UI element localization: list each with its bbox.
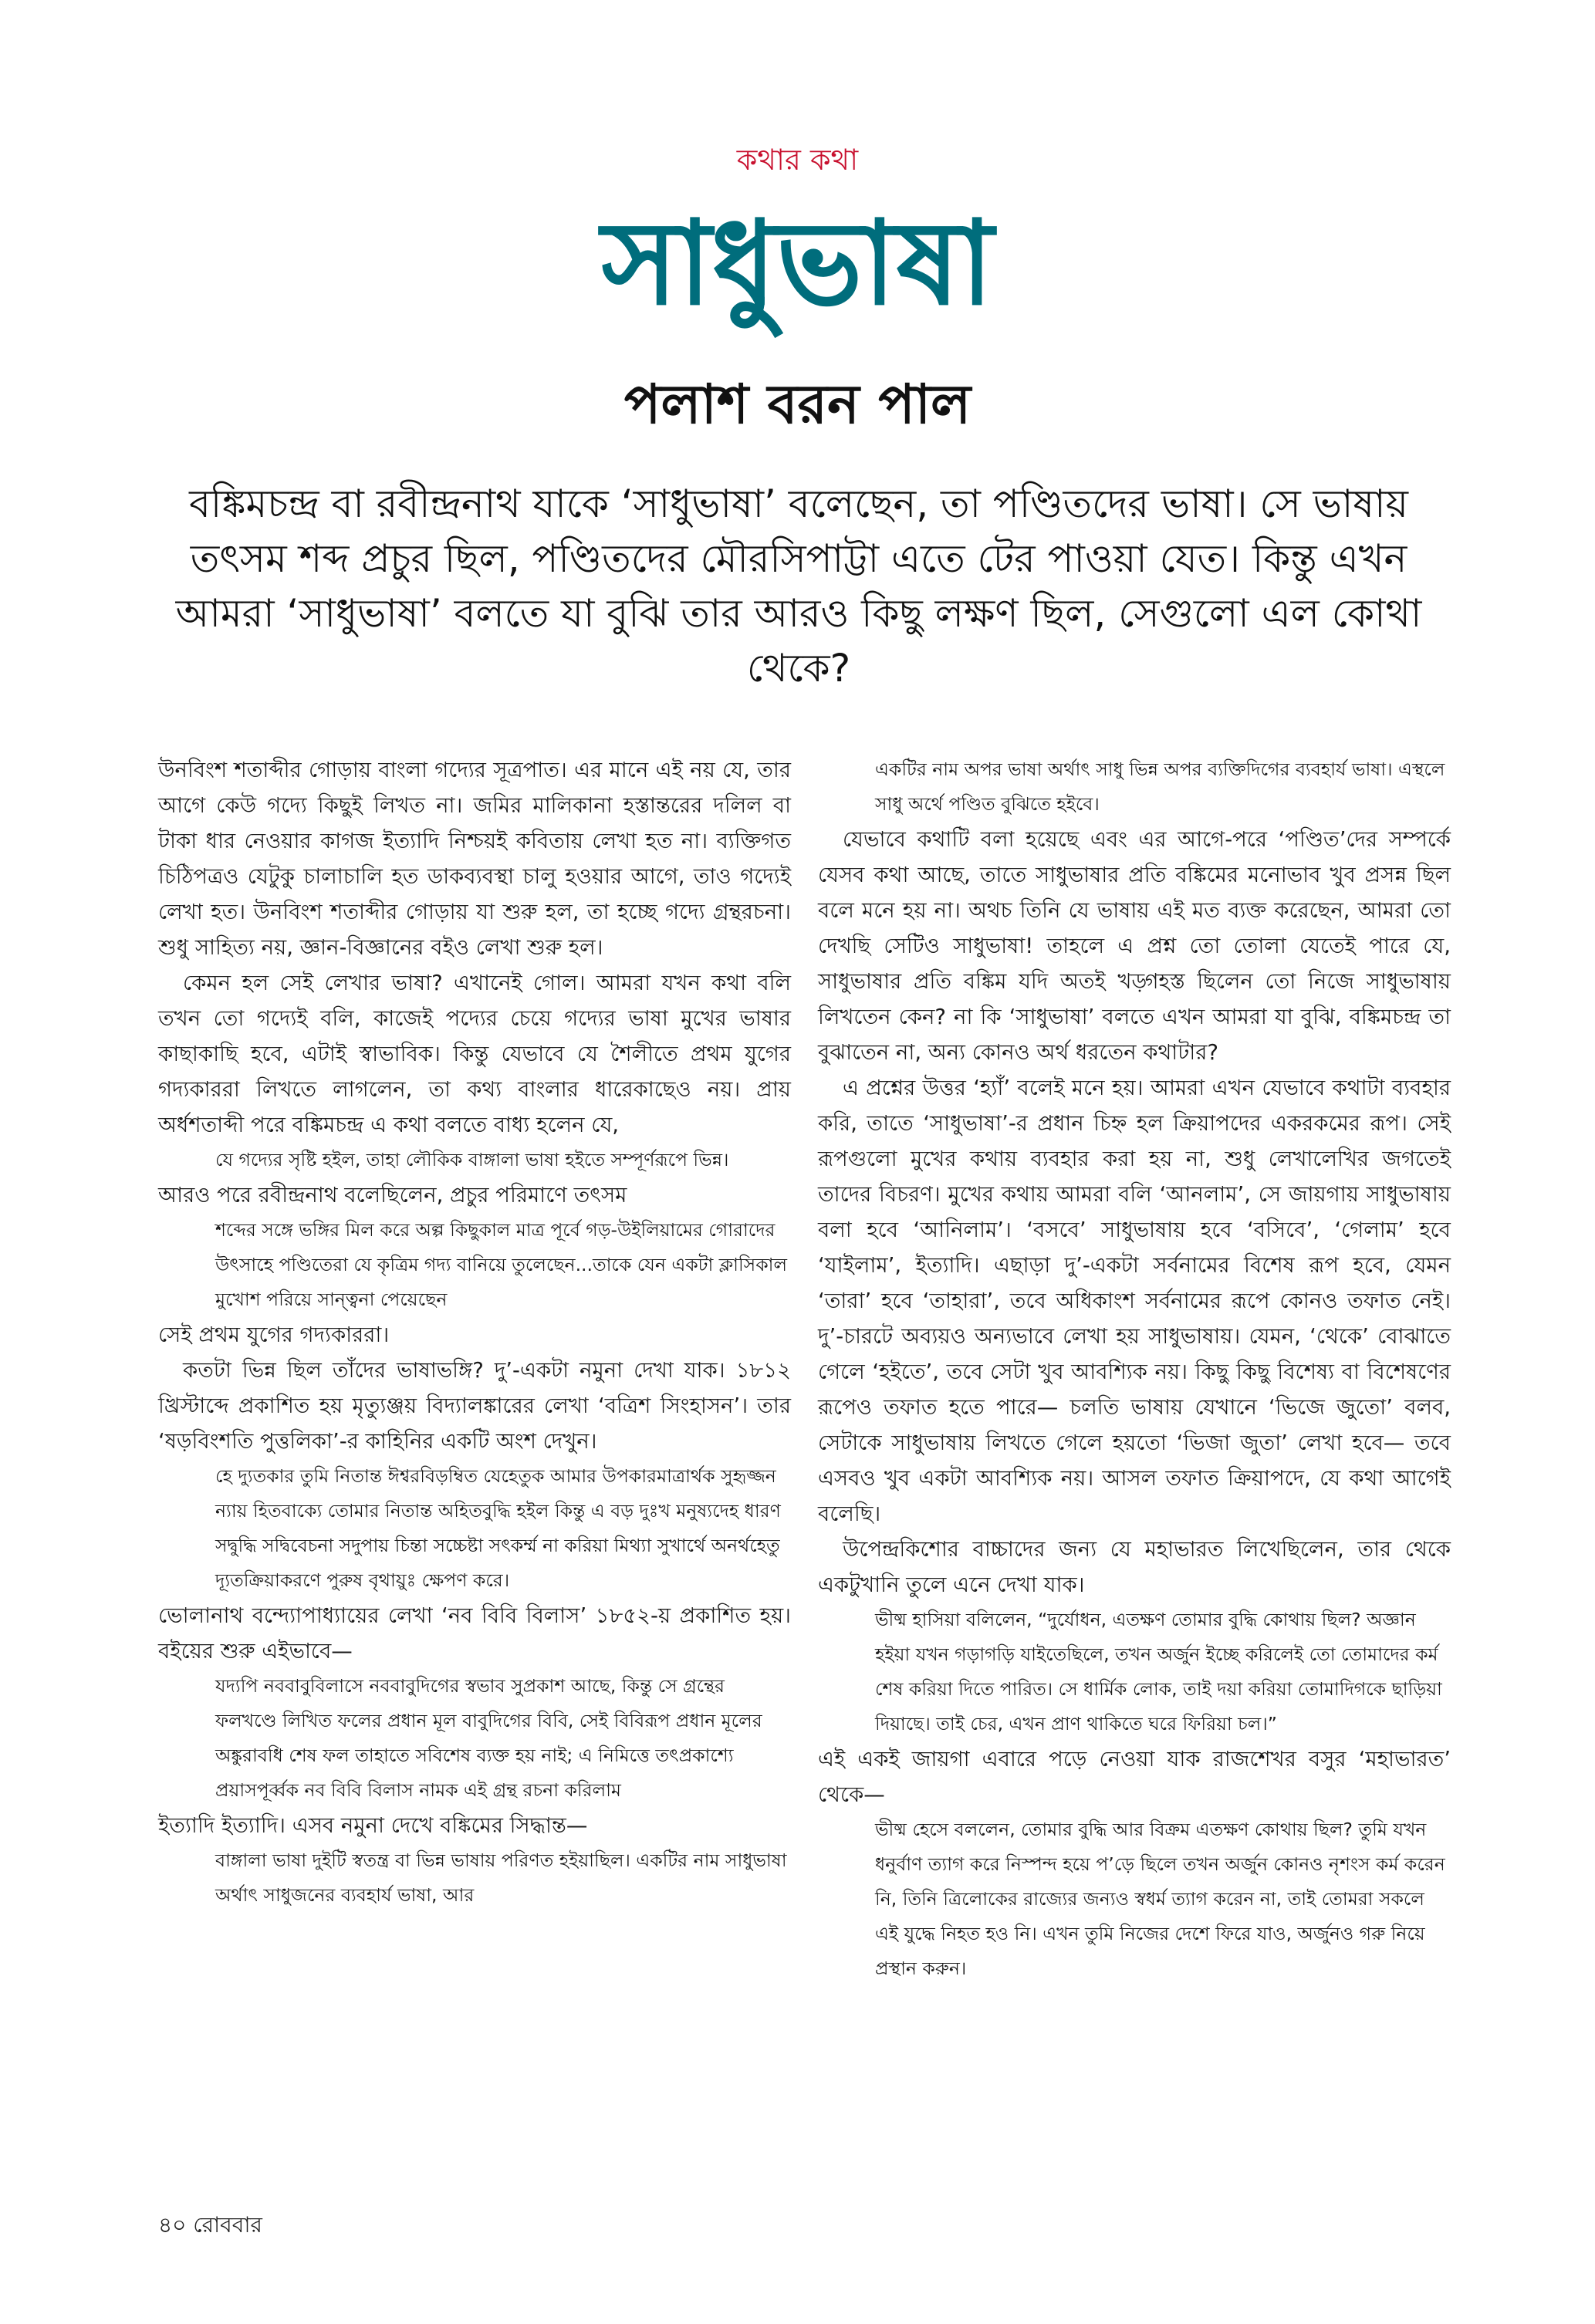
- paragraph: উপেন্দ্রকিশোর বাচ্চাদের জন্য যে মহাভারত লিখেছিলেন, তার থেকে একটুখানি তুলে এনে দেখা যাক।: [818, 1537, 1451, 1597]
- article-title: সাধুভাষা: [601, 197, 994, 331]
- paragraph: সেই প্রথম যুগের গদ্যকাররা।: [158, 1322, 390, 1347]
- paragraph: কেমন হল সেই লেখার ভাষা? এখানেই গোল। আমরা যখন কথা বলি তখন তো গদ্যেই বলি, কাজেই পদ্যের চেয়ে গদ্যের ভাষা মুখের ভাষার কাছাকাছি হবে, এটাই স্বাভাবিক। কিন্তু যেভাবে যে শৈলীতে প্রথম যুগের গদ্যকাররা লিখতে লাগলেন, তা কথ্য বাংলার ধারেকাছেও নয়। প্রায় অর্ধশতাব্দী পরে বঙ্কিমচন্দ্র এ কথা বলতে বাধ্য হলেন যে,: [158, 971, 791, 1137]
- paragraph: ভোলানাথ বন্দ্যোপাধ্যায়ের লেখা ‘নব বিবি বিলাস’ ১৮৫২-য় প্রকাশিত হয়। বইয়ের শুরু এইভাবে—: [158, 1603, 791, 1664]
- body-column-left: [158, 752, 791, 1913]
- block-quote: বাঙ্গালা ভাষা দুইটি স্বতন্ত্র বা ভিন্ন ভাষায় পরিণত হইয়াছিল। একটির নাম সাধুভাষা অর্থাৎ সাধুজনের ব্যবহার্য ভাষা, আর: [215, 1849, 787, 1906]
- page-folio: ৪০ রোববার: [158, 2212, 262, 2238]
- block-quote: হে দ্যুতকার তুমি নিতান্ত ঈশ্বরবিড়ম্বিত যেহেতুক আমার উপকারমাত্রার্থক সুহৃজ্জন ন্যায় হিতবাক্যে তোমার নিতান্ত অহিতবুদ্ধি হইল কিন্তু এ বড় দুঃখ মনুষ্যদেহ ধারণ সদ্বুদ্ধি সদ্বিবেচনা সদুপায় চিন্তা সচ্চেষ্টা সৎকর্ম্ম না করিয়া মিথ্যা সুখার্থে অনর্থহেতু দ্যূতক্রিয়াকরণে পুরুষ বৃথায়ুঃ ক্ষেপণ করে।: [215, 1465, 781, 1591]
- block-quote: ভীষ্ম হেসে বললেন, তোমার বুদ্ধি আর বিক্রম এতক্ষণ কোথায় ছিল? তুমি যখন ধনুর্বাণ ত্যাগ করে নিস্পন্দ হয়ে প’ড়ে ছিলে তখন অর্জুন কোনও নৃশংস কর্ম করেন নি, তিনি ত্রিলোকের রাজ্যের জন্যও স্বধর্ম ত্যাগ করেন না, তাই তোমরা সকলে এই যুদ্ধে নিহত হও নি। এখন তুমি নিজের দেশে ফিরে যাও, অর্জুনও গরু নিয়ে প্রস্থান করুন।: [875, 1819, 1445, 1979]
- paragraph: এ প্রশ্নের উত্তর ‘হ্যাঁ’ বলেই মনে হয়। আমরা এখন যেভাবে কথাটা ব্যবহার করি, তাতে ‘সাধুভাষা’-র প্রধান চিহ্ন হল ক্রিয়াপদের একরকমের রূপ। সেই রূপগুলো মুখের কথায় ব্যবহার করা হয় না, শুধু লেখালেখির জগতেই তাদের বিচরণ। মুখের কথায় আমরা বলি ‘আনলাম’, সে জায়গায় সাধুভাষায় বলা হবে ‘আনিলাম’। ‘বসবে’ সাধুভাষায় হবে ‘বসিবে’, ‘গেলাম’ হবে ‘যাইলাম’, ইত্যাদি। এছাড়া দু’-একটা সর্বনামের বিশেষ রূপ হবে, যেমন ‘তারা’ হবে ‘তাহারা’, তবে অধিকাংশ সর্বনামের রূপে কোনও তফাত নেই। দু’-চারটে অব্যয়ও অন্যভাবে লেখা হয় সাধুভাষায়। যেমন, ‘থেকে’ বোঝাতে গেলে ‘হইতে’, তবে সেটা খুব আবশ্যিক নয়। কিছু কিছু বিশেষ্য বা বিশেষণের রূপেও তফাত হতে পারে— চলতি ভাষায় যেখানে ‘ভিজে জুতো’ বলব, সেটাকে সাধুভাষায় লিখতে গেলে হয়তো ‘ভিজা জুতা’ লেখা হবে— তবে এসবও খুব একটা আবশ্যিক নয়। আসল তফাত ক্রিয়াপদে, যে কথা আগেই বলেছি।: [818, 1076, 1451, 1526]
- body-column-right: [818, 752, 1451, 1986]
- author-byline: পলাশ বরন পাল: [623, 373, 972, 436]
- block-quote: ভীষ্ম হাসিয়া বলিলেন, “দুর্যোধন, এতক্ষণ তোমার বুদ্ধি কোথায় ছিল? অজ্ঞান হইয়া যখন গড়াগড়ি যাইতেছিলে, তখন অর্জুন ইচ্ছে করিলেই তো তোমাদের কর্ম শেষ করিয়া দিতে পারিত। সে ধার্মিক লোক, তাই দয়া করিয়া তোমাদিগকে ছাড়িয়া দিয়াছে। তাই চের, এখন প্রাণ থাকিতে ঘরে ফিরিয়া চল।”: [875, 1609, 1442, 1735]
- block-quote: যদ্যপি নববাবুবিলাসে নববাবুদিগের স্বভাব সুপ্রকাশ আছে, কিন্তু সে গ্রন্থের ফলখণ্ডে লিখিত ফলের প্রধান মূল বাবুদিগের বিবি, সেই বিবিরূপ প্রধান মূলের অঙ্কুরাবধি শেষ ফল তাহাতে সবিশেষ ব্যক্ত হয় নাই; এ নিমিত্তে তৎপ্রকাশ্যে প্রয়াসপূর্ব্বক নব বিবি বিলাস নামক এই গ্রন্থ রচনা করিলাম: [215, 1675, 762, 1801]
- paragraph: উনবিংশ শতাব্দীর গোড়ায় বাংলা গদ্যের সূত্রপাত। এর মানে এই নয় যে, তার আগে কেউ গদ্যে কিছুই লিখত না। জমির মালিকানা হস্তান্তরের দলিল বা টাকা ধার নেওয়ার কাগজ ইত্যাদি নিশ্চয়ই কবিতায় লেখা হত না। ব্যক্তিগত চিঠিপত্রও যেটুকু চালাচালি হত ডাকব্যবস্থা চালু হওয়ার আগে, তাও গদ্যেই লেখা হত। উনবিংশ শতাব্দীর গোড়ায় যা শুরু হল, তা হচ্ছে গদ্যে গ্রন্থরচনা। শুধু সাহিত্য নয়, জ্ঞান-বিজ্ঞানের বইও লেখা শুরু হল।: [158, 758, 791, 960]
- article-deck: বঙ্কিমচন্দ্র বা রবীন্দ্রনাথ যাকে ‘সাধুভাষা’ বলেছেন, তা পণ্ডিতদের ভাষা। সে ভাষায় তৎসম শব্দ প্রচুর ছিল, পণ্ডিতদের মৌরসিপাট্টা এতে টের পাওয়া যেত। কিন্তু এখন আমরা ‘সাধুভাষা’ বলতে যা বুঝি তার আরও কিছু লক্ষণ ছিল, সেগুলো এল কোথা থেকে?: [175, 481, 1422, 691]
- paragraph: যেভাবে কথাটি বলা হয়েছে এবং এর আগে-পরে ‘পণ্ডিত’দের সম্পর্কে যেসব কথা আছে, তাতে সাধুভাষার প্রতি বঙ্কিমের মনোভাব খুব প্রসন্ন ছিল বলে মনে হয় না। অথচ তিনি যে ভাষায় এই মত ব্যক্ত করেছেন, আমরা তো দেখছি সেটিও সাধুভাষা! তাহলে এ প্রশ্ন তো তোলা যেতেই পারে যে, সাধুভাষার প্রতি বঙ্কিম যদি অতই খড়্গহস্ত ছিলেন তো নিজে সাধুভাষায় লিখতেন কেন? না কি ‘সাধুভাষা’ বলতে এখন আমরা যা বুঝি, বঙ্কিমচন্দ্র তা বুঝাতেন না, অন্য কোনও অর্থ ধরতেন কথাটার?: [818, 827, 1451, 1065]
- paragraph: আরও পরে রবীন্দ্রনাথ বলেছিলেন, প্রচুর পরিমাণে তৎসম: [158, 1183, 627, 1208]
- paragraph: এই একই জায়গা এবারে পড়ে নেওয়া যাক রাজশেখর বসুর ‘মহাভারত’ থেকে—: [818, 1747, 1451, 1807]
- block-quote: একটির নাম অপর ভাষা অর্থাৎ সাধু ভিন্ন অপর ব্যক্তিদিগের ব্যবহার্য ভাষা। এস্থলে সাধু অর্থে পণ্ডিত বুঝিতে হইবে।: [875, 758, 1445, 815]
- block-quote: শব্দের সঙ্গে ভঙ্গির মিল করে অল্প কিছুকাল মাত্র পূর্বে গড়-উইলিয়ামের গোরাদের উৎসাহে পণ্ডিতেরা যে কৃত্রিম গদ্য বানিয়ে তুলেছেন...তাকে যেন একটা ক্লাসিকাল মুখোশ পরিয়ে সান্ত্বনা পেয়েছেন: [215, 1219, 787, 1310]
- paragraph: কতটা ভিন্ন ছিল তাঁদের ভাষাভঙ্গি? দু’-একটা নমুনা দেখা যাক। ১৮১২ খ্রিস্টাব্দে প্রকাশিত হয় মৃত্যুঞ্জয় বিদ্যালঙ্কারের লেখা ‘বত্রিশ সিংহাসন’। তার ‘ষড়বিংশতি পুত্তলিকা’-র কাহিনির একটি অংশ দেখুন।: [158, 1358, 791, 1454]
- block-quote: যে গদ্যের সৃষ্টি হইল, তাহা লৌকিক বাঙ্গালা ভাষা হইতে সম্পূর্ণরূপে ভিন্ন।: [215, 1149, 729, 1170]
- paragraph: ইত্যাদি ইত্যাদি। এসব নমুনা দেখে বঙ্কিমের সিদ্ধান্ত—: [158, 1813, 588, 1838]
- section-kicker: কথার কথা: [736, 143, 859, 177]
